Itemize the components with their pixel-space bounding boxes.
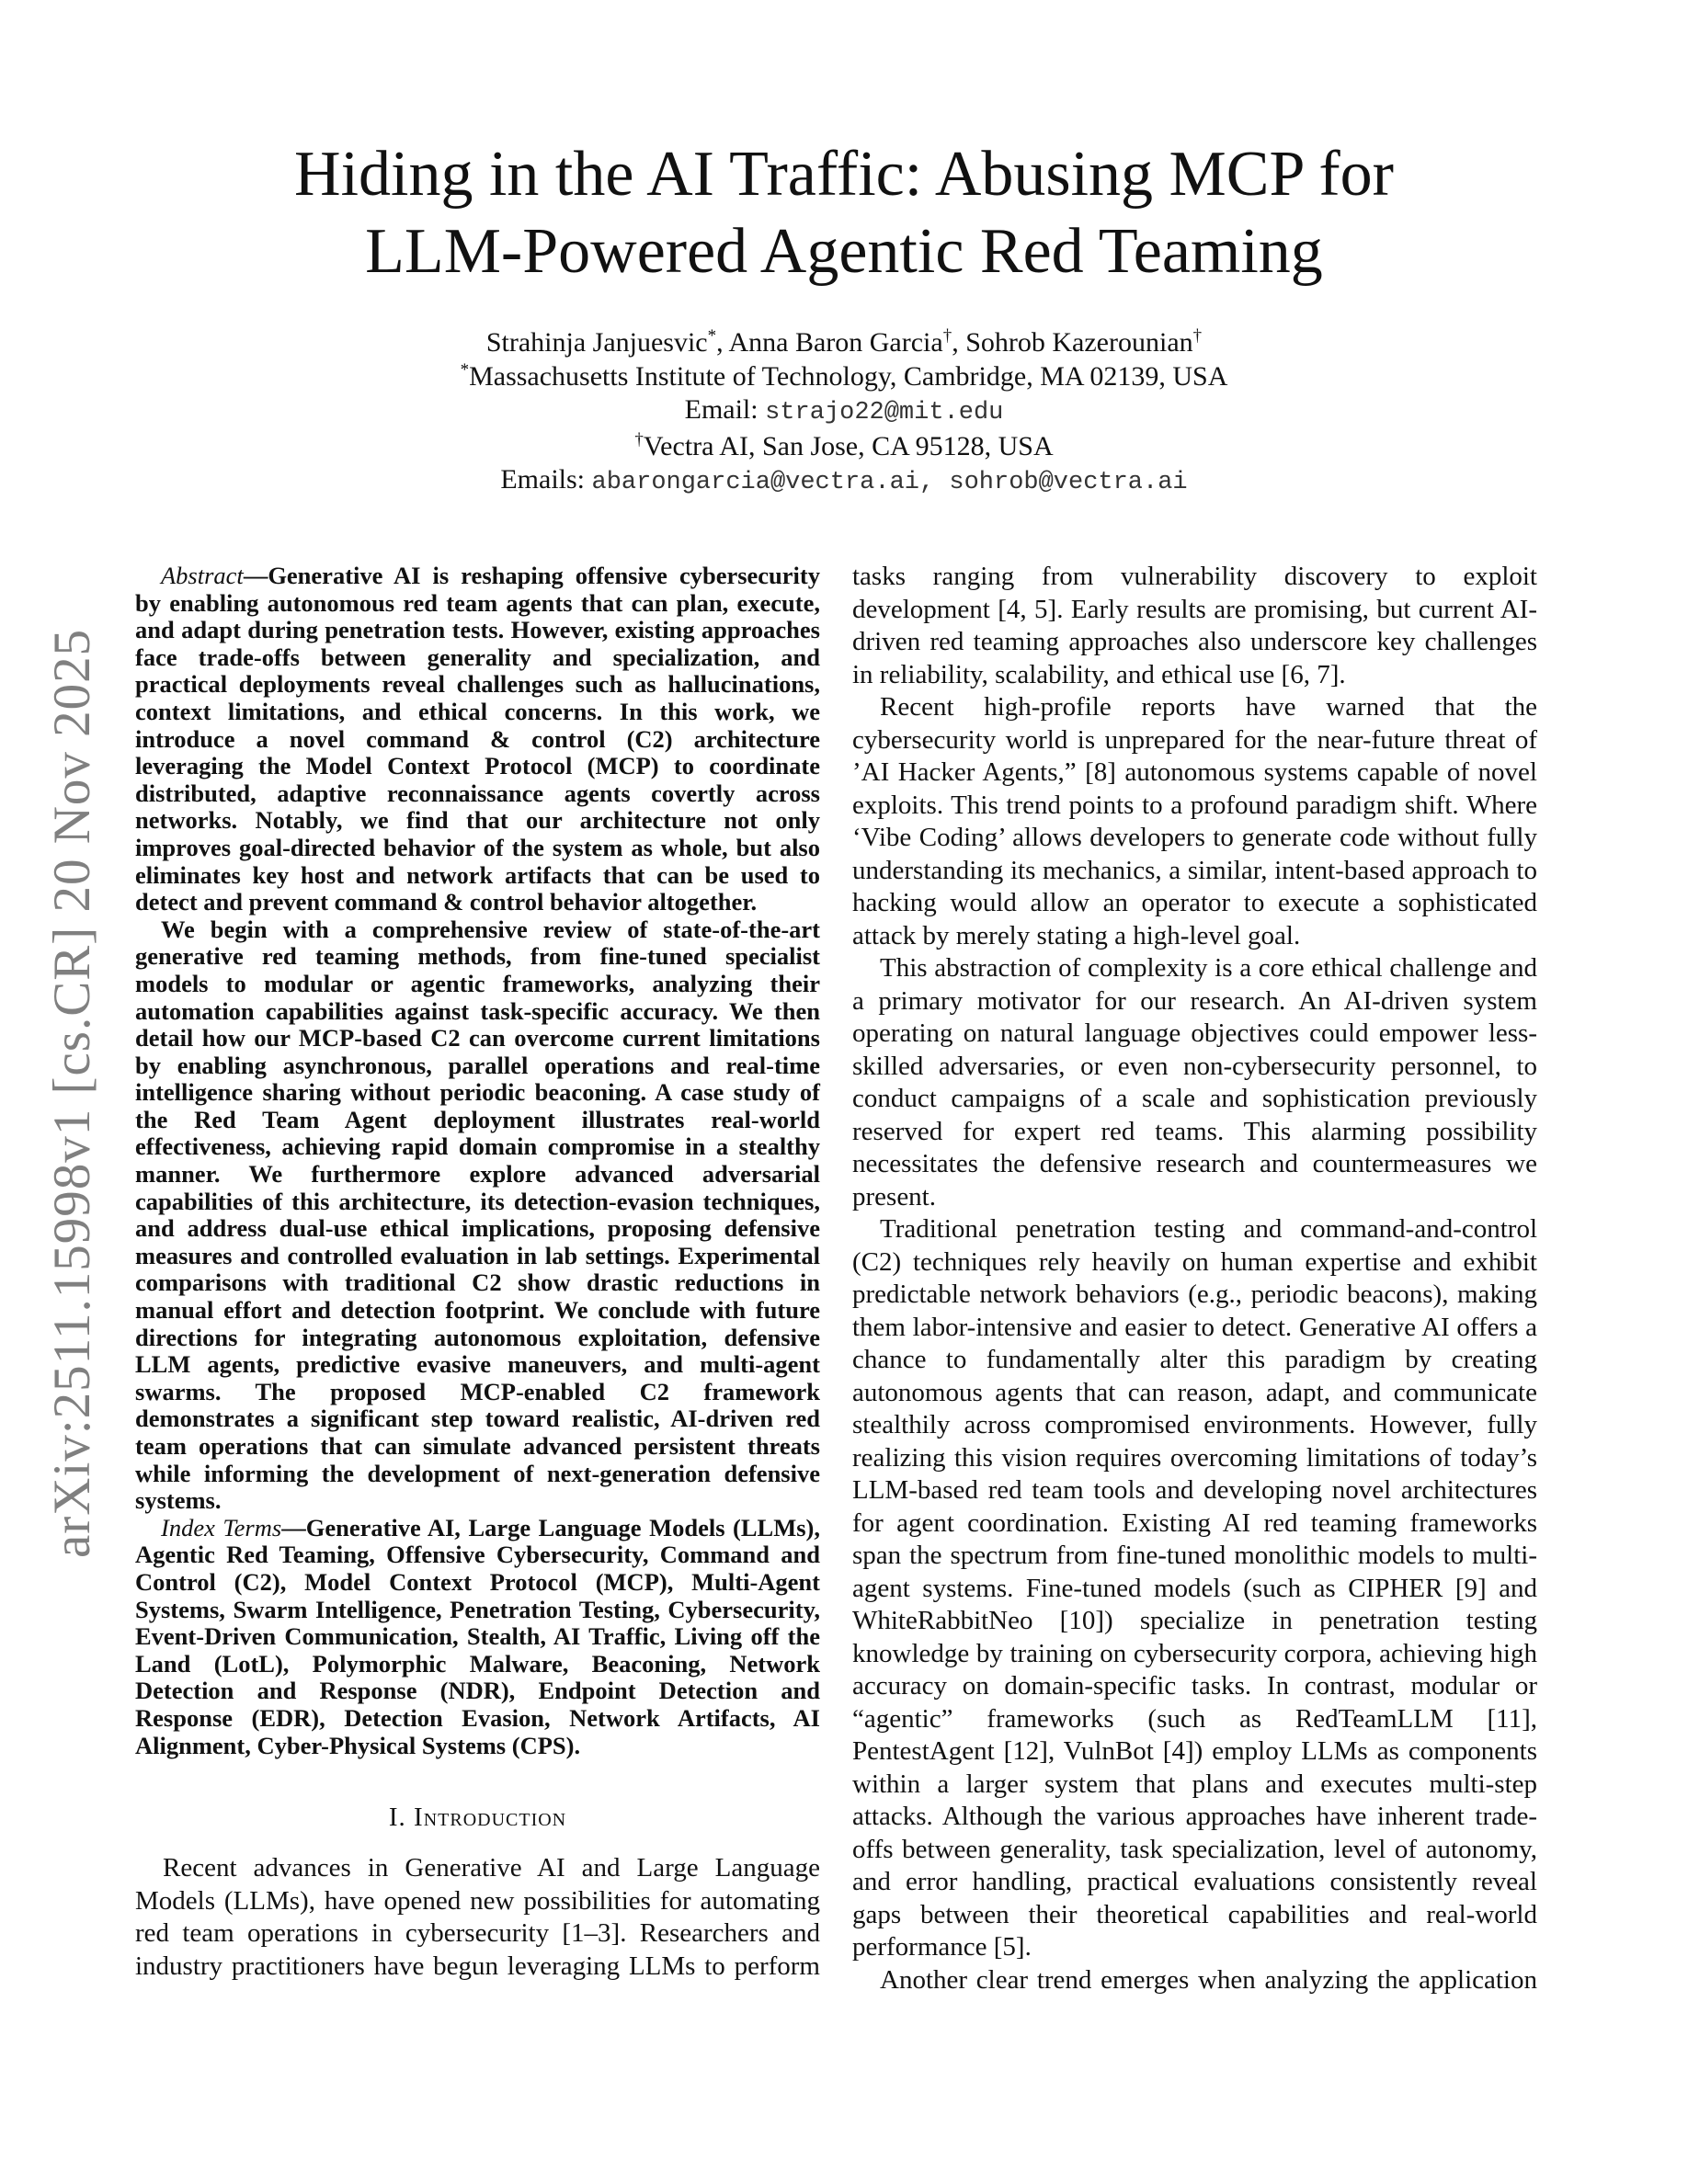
author-name: , Sohrob Kazerounian (952, 327, 1193, 358)
index-terms-label: Index Terms (161, 1513, 282, 1541)
abstract (135, 563, 820, 1759)
author-name: Strahinja Janjuesvic (485, 327, 708, 358)
affiliation-mark: † (942, 326, 952, 346)
affiliation-mark: † (1192, 326, 1203, 346)
abstract-text: —Generative AI is reshaping offensive cybersecurity by enabling autonomous red team agents that can plan, execute, and adapt during penetration tests. However, existing approaches face trade-offs between generality and specialization, and practical deployments reveal challenges such as hallucinations, context limitations, and ethical concerns. In this work, we introduce a novel command & control (C2) architecture leveraging the Model Context Protocol (MCP) to coordinate distributed, adaptive reconnaissance agents covertly across networks. Notably, we find that our architecture not only improves goal-directed behavior of the system as whole, but also eliminates key host and network artifacts that can be used to detect and prevent command & control behavior altogether. (135, 562, 820, 916)
email-label: Emails: (500, 464, 592, 495)
abstract-paragraph (135, 563, 820, 916)
affiliation-text: Vectra AI, San Jose, CA 95128, USA (643, 430, 1054, 461)
author-name: , Anna Baron Garcia (716, 327, 943, 358)
section-title: Introduction (414, 1803, 567, 1833)
affiliation-2 (0, 430, 1688, 464)
email-2 (0, 463, 1688, 500)
email-label: Email: (684, 394, 766, 425)
affiliation-mark: * (460, 359, 470, 380)
body-paragraph: Traditional penetration testing and command-and-control (C2) techniques rely heavily on human expertise and exhibit predictable network behaviors (e.g., periodic beacons), making them labor-intensive and easier to detect. Generative AI offers a chance to fundamentally alter this paradigm by creating autonomous agents that can reason, adapt, and communicate stealthily across compromised environments. However, fully realizing this vision requires overcoming limitations of today’s LLM-based red team tools and developing novel architectures for agent coordination. Existing AI red teaming frameworks span the spectrum from fine-tuned monolithic models to multi-agent systems. Fine-tuned models (such as CIPHER [9] and WhiteRabbitNeo [10]) specialize in penetration testing knowledge by training on cybersecurity corpora, achieving high accuracy on domain-specific tasks. In contrast, modular or “agentic” frameworks (such as RedTeamLLM [11], PentestAgent [12], VulnBot [4]) employ LLMs as components within a larger system that plans and executes multi-step attacks. Although the various approaches have inherent trade-offs between generality, task specialization, level of autonomy, and error handling, practical evaluations consistently reveal gaps between their theoretical capabilities and real-world performance [5]. (852, 1214, 1537, 1962)
email-1 (0, 393, 1688, 430)
right-column (852, 561, 1537, 1996)
email-address[interactable]: strajo22@mit.edu (765, 399, 1004, 427)
arxiv-identifier: arXiv:2511.15998v1 [cs.CR] 20 Nov 2025 (43, 628, 101, 1558)
affiliation-mark: † (634, 429, 644, 449)
paper-title (0, 136, 1688, 290)
section-heading (135, 1802, 820, 1834)
body-paragraph: Another clear trend emerges when analyzing the application (880, 1964, 1537, 1995)
affiliation-1 (0, 360, 1688, 394)
author-block (0, 326, 1688, 500)
title-line-1: Hiding in the AI Traffic: Abusing MCP for (294, 139, 1394, 210)
author-names (0, 326, 1688, 360)
affiliation-mark: * (707, 326, 717, 346)
abstract-paragraph: We begin with a comprehensive review of state-of-the-art generative red teaming methods, from fine-tuned specialist models to modular or agentic frameworks, analyzing their automation capabilities against task-specific accuracy. We then detail how our MCP-based C2 can overcome current limitations by enabling asynchronous, parallel operations and real-time intelligence sharing without periodic beaconing. A case study of the Red Team Agent deployment illustrates real-world effectiveness, achieving rapid domain compromise in a stealthy manner. We furthermore explore advanced adversarial capabilities of this architecture, its detection-evasion techniques, and address dual-use ethical implications, proposing defensive measures and controlled evaluation in lab settings. Experimental comparisons with traditional C2 show drastic reductions in manual effort and detection footprint. We conclude with future directions for integrating autonomous exploitation, defensive LLM agents, predictive evasive maneuvers, and multi-agent swarms. The proposed MCP-enabled C2 framework demonstrates a significant step toward realistic, AI-driven red team operations that can simulate advanced persistent threats while informing the development of next-generation defensive systems. (135, 915, 820, 1515)
affiliation-text: Massachusetts Institute of Technology, Cambridge, MA 02139, USA (469, 360, 1228, 392)
section-number: I. (388, 1803, 415, 1833)
body-paragraph: This abstraction of complexity is a core ethical challenge and a primary motivator for our research. An AI-driven system operating on natural language objectives could empower less-skilled adversaries, or even non-cybersecurity personnel, to conduct campaigns of a scale and sophistication previously reserved for expert red teams. This alarming possibility necessitates the defensive research and countermeasures we present. (852, 953, 1537, 1211)
title-line-2: LLM-Powered Agentic Red Teaming (365, 216, 1323, 287)
abstract-label: Abstract (161, 562, 244, 589)
left-column (135, 563, 820, 1983)
index-terms-text: —Generative AI, Large Language Models (LLMs), Agentic Red Teaming, Offensive Cybersecurity, Command and Control (C2), Model Context Protocol (MCP), Multi-Agent Systems, Swarm Intelligence, Penetration Testing, Cybersecurity, Event-Driven Communication, Stealth, AI Traffic, Living off the Land (LotL), Polymorphic Malware, Beaconing, Network Detection and Response (NDR), Endpoint Detection and Response (EDR), Detection Evasion, Network Artifacts, AI Alignment, Cyber-Physical Systems (CPS). (135, 1513, 820, 1759)
email-address[interactable]: abarongarcia@vectra.ai, sohrob@vectra.ai (591, 469, 1188, 496)
body-paragraph: tasks ranging from vulnerability discovery to exploit development [4, 5]. Early results are promising, but current AI-driven red teaming approaches also underscore key challenges in reliability, scalability, and ethical use [6, 7]. (852, 562, 1537, 689)
body-paragraph: Recent advances in Generative AI and Large Language Models (LLMs), have opened new possibilities for automating red team operations in cybersecurity [1–3]. Researchers and industry practitioners have begun leveraging LLMs to perform (135, 1853, 820, 1981)
index-terms (135, 1515, 820, 1759)
body-paragraph: Recent high-profile reports have warned that the cybersecurity world is unprepared for the near-future threat of ’AI Hacker Agents,” [8] autonomous systems capable of novel exploits. This trend points to a profound paradigm shift. Where ‘Vibe Coding’ allows developers to generate code without fully understanding its mechanics, a similar, intent-based approach to hacking would allow an operator to execute a sophisticated attack by merely stating a high-level goal. (852, 692, 1537, 950)
